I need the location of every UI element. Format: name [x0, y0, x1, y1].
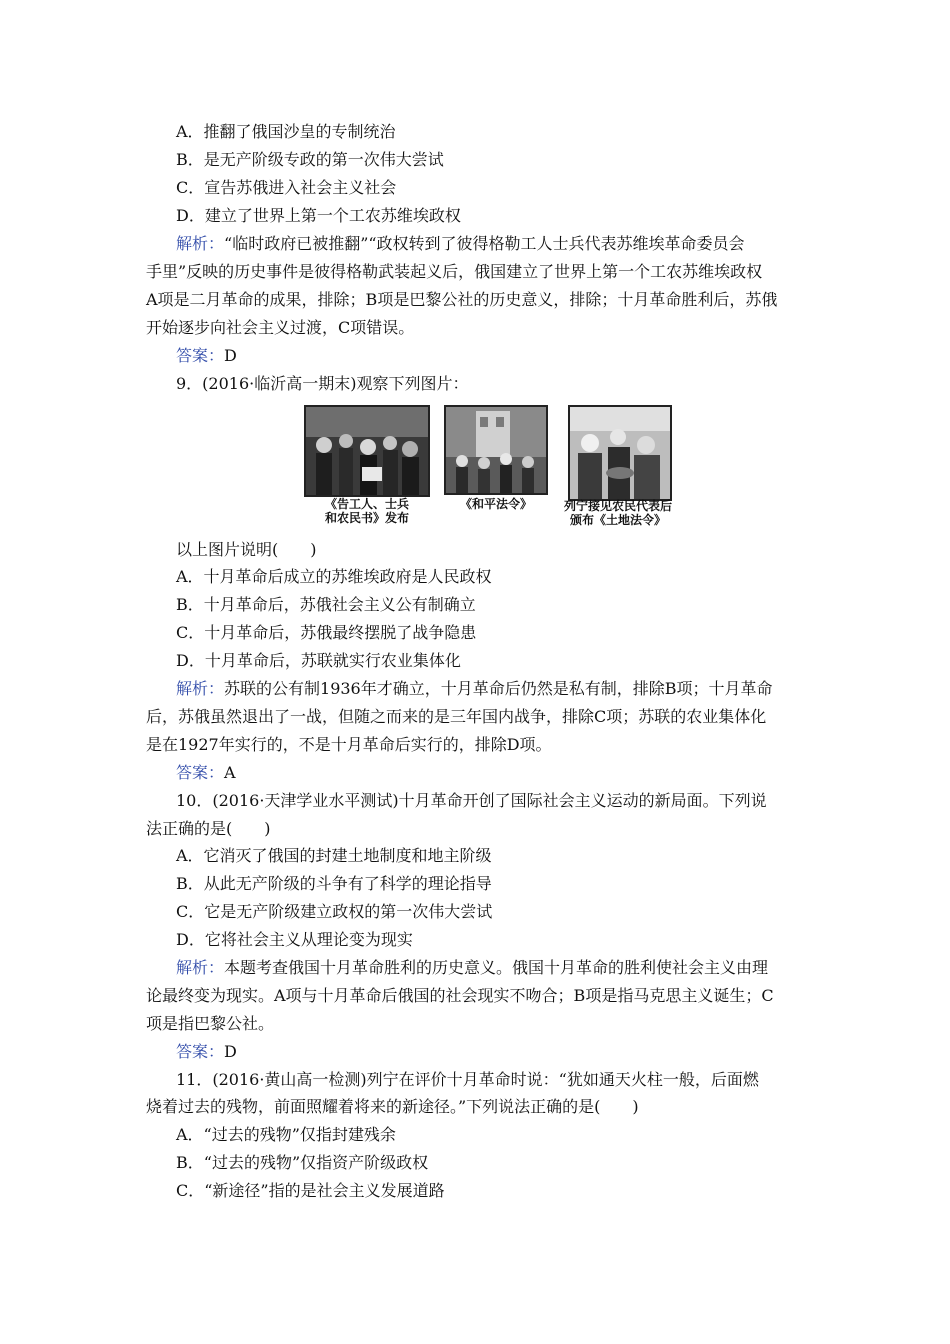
q10-option-a: A．它消灭了俄国的封建土地制度和地主阶级 [176, 846, 492, 865]
q10-answer [176, 1042, 237, 1062]
q9-photo-2 [444, 405, 548, 495]
q9-analysis-line-3: 是在1927年实行的，不是十月革命后实行的，排除D项。 [146, 735, 552, 754]
q9-caption-1-line-1: 《告工人、士兵 [324, 497, 409, 511]
q8-option-a: A．推翻了俄国沙皇的专制统治 [176, 122, 396, 141]
q11-option-c: C．“新途径”指的是社会主义发展道路 [176, 1181, 445, 1200]
q11-option-a: A．“过去的残物”仅指封建残余 [176, 1125, 396, 1144]
q9-figure-group [300, 405, 690, 535]
q10-stem-line-2: 法正确的是( ) [146, 819, 271, 838]
q9-answer-label: 答案： [176, 763, 225, 782]
q9-caption-3-line-2: 颁布《土地法令》 [569, 513, 666, 527]
q11-stem-line-2: 烧着过去的残物，前面照耀着将来的新途径。”下列说法正确的是( ) [146, 1097, 639, 1116]
q9-caption-2-line-1: 《和平法令》 [459, 497, 532, 511]
q9-answer [176, 763, 236, 783]
q10-stem-line-1: 10．(2016·天津学业水平测试)十月革命开创了国际社会主义运动的新局面。下列说 [176, 791, 767, 810]
q11-stem-line-1: 11．(2016·黄山高一检测)列宁在评价十月革命时说：“犹如通天火柱一般，后面燃 [176, 1070, 759, 1089]
q10-answer-value: D [224, 1042, 237, 1061]
q8-option-c: C．宣告苏俄进入社会主义社会 [176, 178, 397, 197]
q9-stem: 9．(2016·临沂高一期末)观察下列图片： [176, 374, 469, 393]
q9-analysis-text: 苏联的公有制1936年才确立，十月革命后仍然是私有制，排除B项；十月革命 [224, 679, 773, 698]
q9-analysis-label: 解析： [176, 679, 225, 698]
q8-analysis-label: 解析： [176, 234, 225, 253]
q9-caption-3-line-1: 列宁接见农民代表后 [563, 499, 672, 513]
q9-option-c: C．十月革命后，苏俄最终摆脱了战争隐患 [176, 623, 477, 642]
q8-analysis-line-4: 开始逐步向社会主义过渡，C项错误。 [146, 318, 415, 337]
q9-answer-value: A [224, 763, 236, 782]
q9-caption-2 [444, 497, 548, 511]
q9-photo-3 [568, 405, 672, 501]
q10-analysis-line-2: 论最终变为现实。A项与十月革命后俄国的社会现实不吻合；B项是指马克思主义诞生；C [146, 986, 774, 1005]
q10-answer-label: 答案： [176, 1042, 225, 1061]
q8-analysis-line-3: A项是二月革命的成果，排除；B项是巴黎公社的历史意义，排除；十月革命胜利后，苏俄 [146, 290, 778, 309]
q9-option-a: A．十月革命后成立的苏维埃政府是人民政权 [176, 567, 492, 586]
q10-analysis-text: 本题考查俄国十月革命胜利的历史意义。俄国十月革命的胜利使社会主义由理 [224, 958, 769, 977]
q10-analysis-line-3: 项是指巴黎公社。 [146, 1014, 275, 1033]
q9-prompt: 以上图片说明( ) [176, 540, 317, 559]
q9-option-b: B．十月革命后，苏俄社会主义公有制确立 [176, 595, 476, 614]
q10-option-d: D．它将社会主义从理论变为现实 [176, 930, 413, 949]
q9-caption-3 [556, 499, 680, 527]
q8-answer [176, 346, 237, 366]
q9-caption-1 [304, 497, 430, 525]
q10-option-c: C．它是无产阶级建立政权的第一次伟大尝试 [176, 902, 493, 921]
q8-option-b: B．是无产阶级专政的第一次伟大尝试 [176, 150, 444, 169]
q8-analysis-line-2: 手里”反映的历史事件是彼得格勒武装起义后，俄国建立了世界上第一个工农苏维埃政权 [146, 262, 763, 281]
q9-analysis-line-2: 后，苏俄虽然退出了一战，但随之而来的是三年国内战争，排除C项；苏联的农业集体化 [146, 707, 767, 726]
q8-answer-value: D [224, 346, 237, 365]
q9-analysis-line-1 [176, 679, 773, 699]
q10-analysis-label: 解析： [176, 958, 225, 977]
q8-answer-label: 答案： [176, 346, 225, 365]
q8-analysis-line-1 [176, 234, 745, 254]
q9-caption-1-line-2: 和农民书》发布 [324, 511, 409, 525]
q8-option-d: D．建立了世界上第一个工农苏维埃政权 [176, 206, 461, 225]
q9-photo-1 [304, 405, 430, 497]
q10-option-b: B．从此无产阶级的斗争有了科学的理论指导 [176, 874, 492, 893]
q10-analysis-line-1 [176, 958, 768, 978]
q8-analysis-text: “临时政府已被推翻”“政权转到了彼得格勒工人士兵代表苏维埃革命委员会 [224, 234, 745, 253]
q11-option-b: B．“过去的残物”仅指资产阶级政权 [176, 1153, 429, 1172]
q9-option-d: D．十月革命后，苏联就实行农业集体化 [176, 651, 461, 670]
